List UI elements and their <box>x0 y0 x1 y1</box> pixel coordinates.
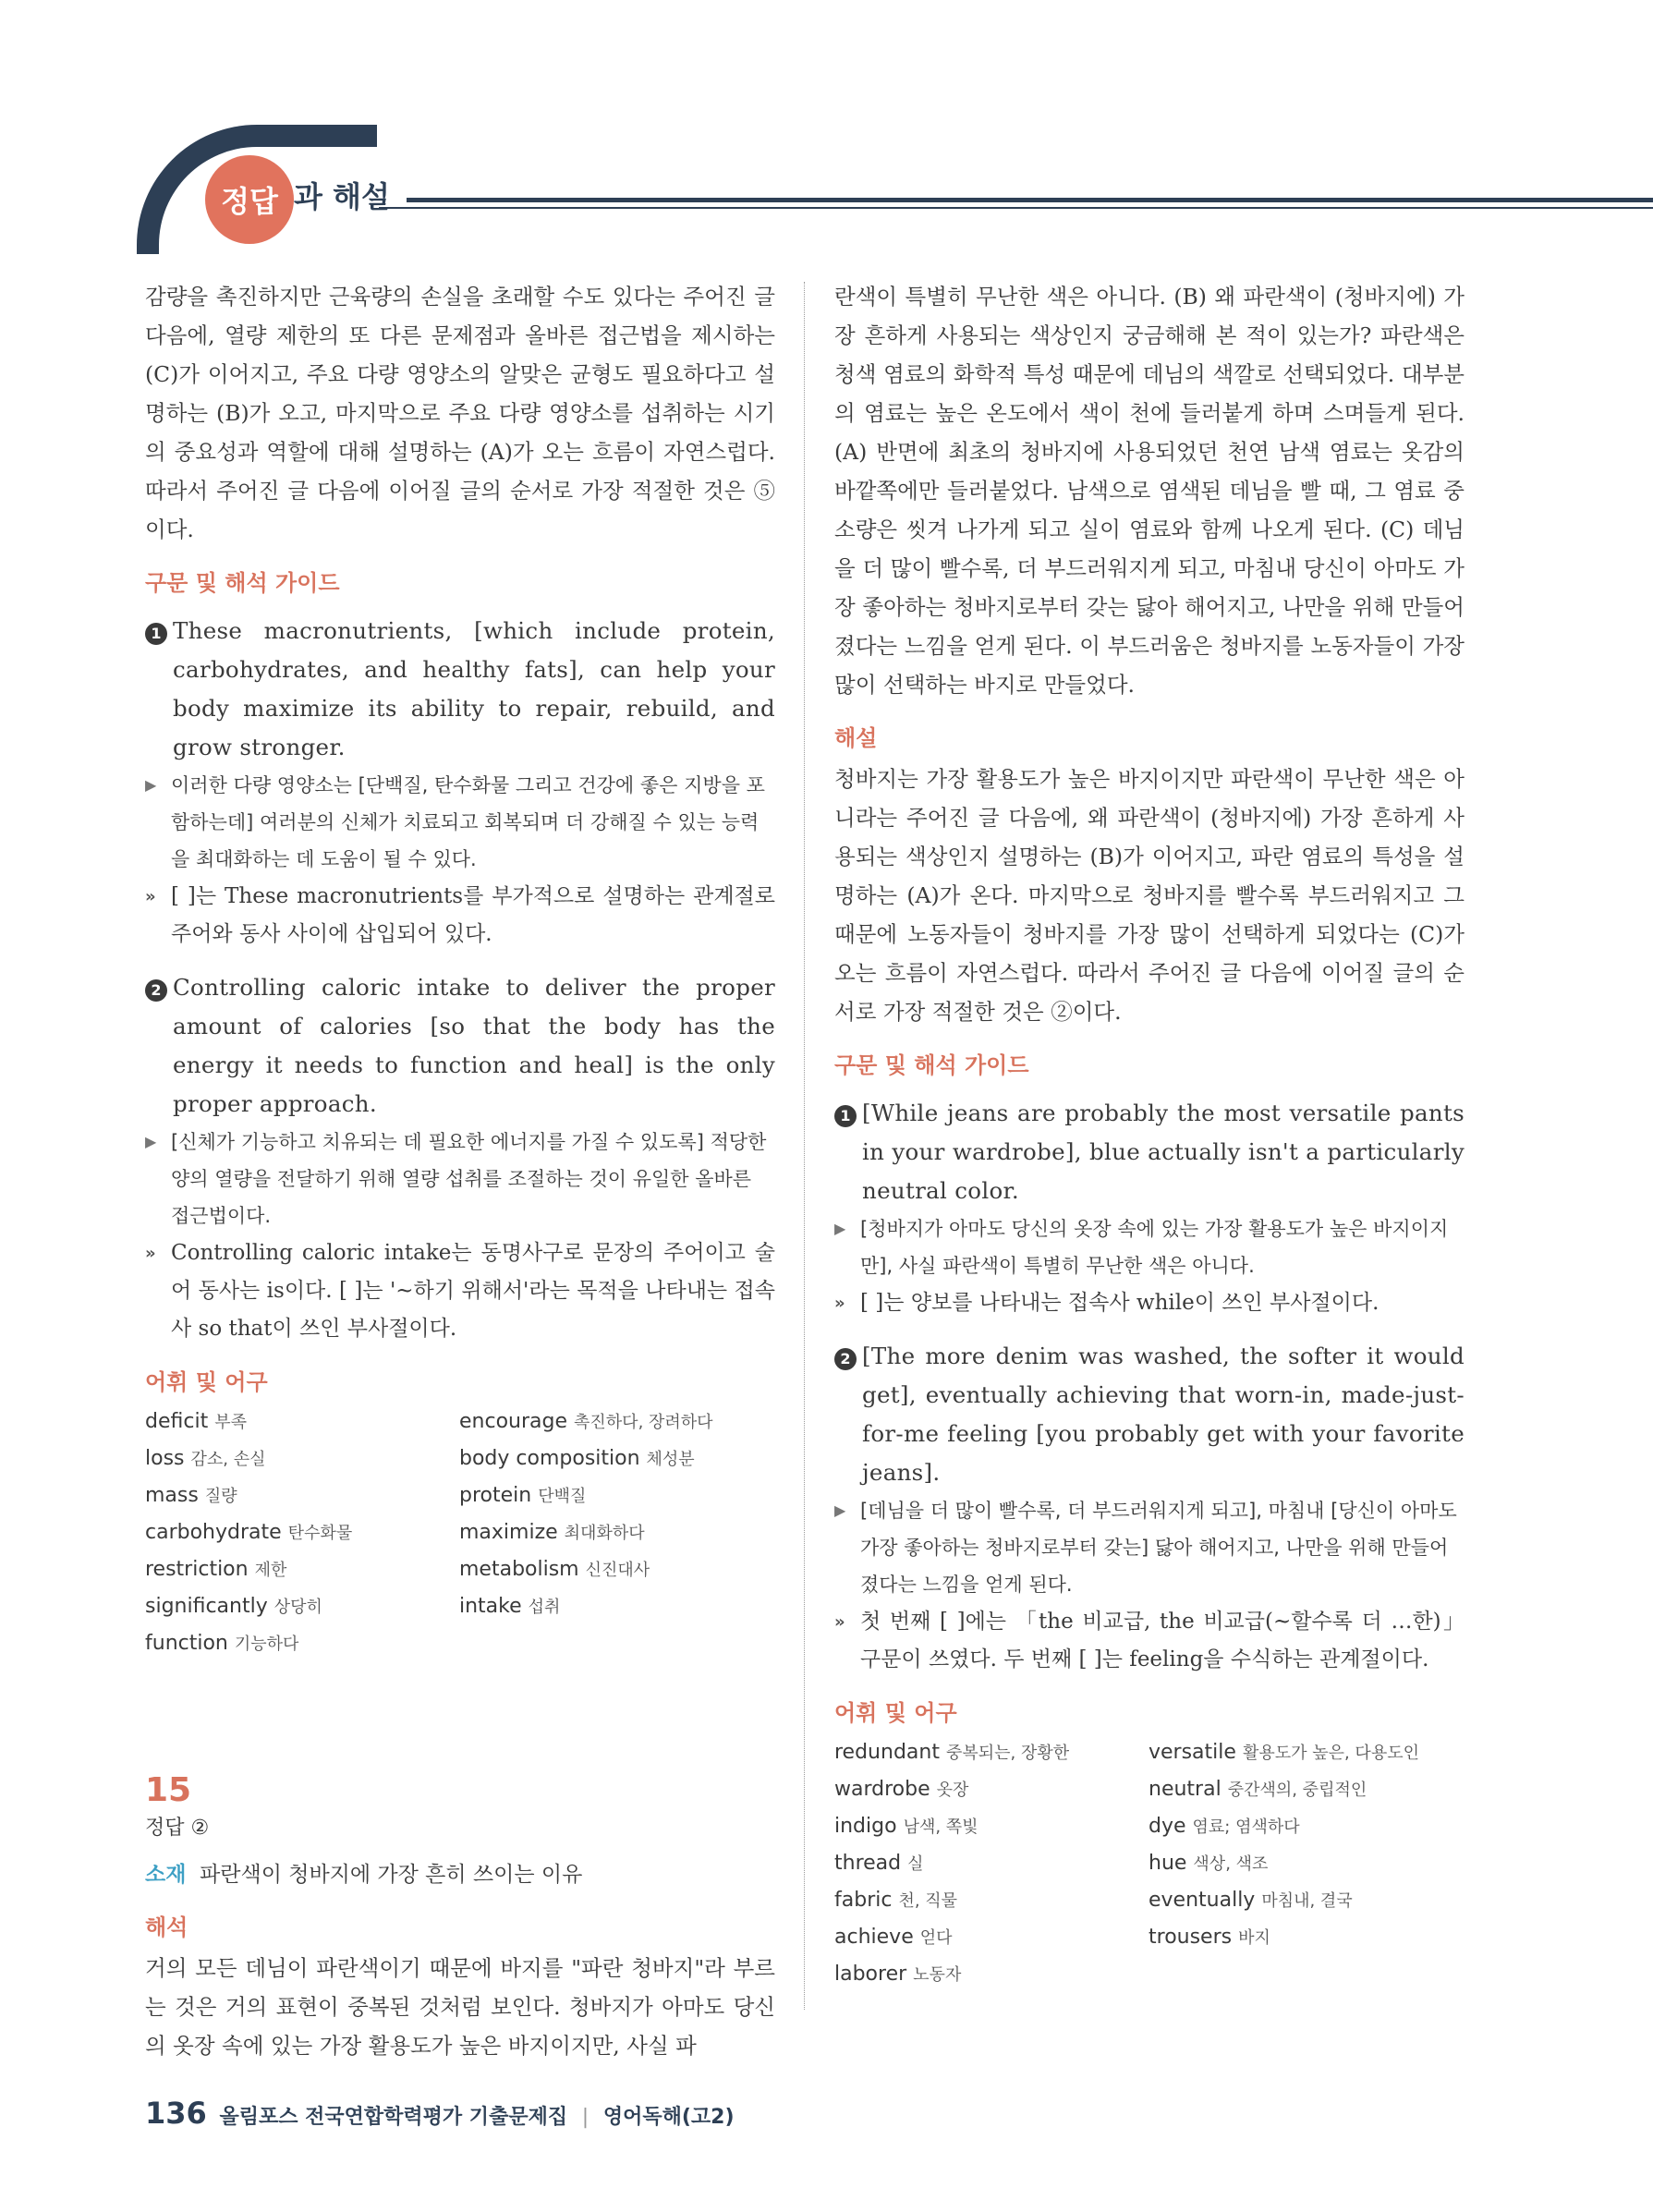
explanation-text: 청바지는 가장 활용도가 높은 바지이지만 파란색이 무난한 색은 아니라는 주어진 글 다음에, 왜 파란색이 (청바지에) 가장 흔하게 사용되는 색상인지 설명하는 (B)가 이어지고, 파란 염료의 특성을 설명하는 (A)가 온다. 마지막으로 청바지를 빨수록 부드러워지고 그 때문에 노동자들이 청바지를 가장 많이 선택하게 되었다는 (C)가 오는 흐름이 자연스럽다. 따라서 주어진 글 다음에 이어질 글의 순서로 가장 적절한 것은 ②이다. <box>834 766 1465 1025</box>
vocab-title: 어휘 및 어구 <box>145 1369 268 1395</box>
vocab-item: intake 섭취 <box>459 1595 561 1618</box>
guide-sentence-2: 2 Controlling caloric intake to deliver the proper amount of calories [so that the body has the energy it needs to function and heal] is the only proper approach. <box>145 968 775 1124</box>
vocab-item: neutral 중간색의, 중립적인 <box>1149 1778 1367 1801</box>
vocab-item: trousers 바지 <box>1149 1926 1270 1949</box>
explanation-title: 해설 <box>834 725 878 751</box>
guide-sentence-1: 1 [While jeans are probably the most versatile pants in your wardrobe], blue actually isn't a particularly neutral color. <box>834 1094 1465 1210</box>
vocab-item: protein 단백질 <box>459 1484 587 1507</box>
guide-note-1: » [ ]는 These macronutrients를 부가적으로 설명하는 관계절로 주어와 동사 사이에 삽입되어 있다. <box>145 878 775 954</box>
vocab-item: carbohydrate 탄수화물 <box>145 1521 353 1544</box>
double-chevron-icon: » <box>834 1294 845 1313</box>
subject: 영어독해(고2) <box>602 2106 735 2129</box>
guide-note-2: » 첫 번째 [ ]에는 「the 비교급, the 비교급(~할수록 더 …한)」 구문이 쓰였다. 두 번째 [ ]는 feeling을 수식하는 관계절이다. <box>834 1603 1465 1679</box>
vocab-item: body composition 체성분 <box>459 1447 695 1470</box>
guide-note-2: » Controlling caloric intake는 동명사구로 문장의 주어이고 술어 동사는 is이다. [ ]는 '~하기 위해서'라는 목적을 나타내는 접속사 so that이 쓰인 부사절이다. <box>145 1234 775 1348</box>
vocab-item: laborer 노동자 <box>834 1963 962 1986</box>
translation-title: 해석 <box>145 1914 188 1940</box>
vocab-item: dye 염료; 염색하다 <box>1149 1815 1300 1838</box>
triangle-icon: ▶ <box>145 1133 157 1150</box>
vocab-item: redundant 중복되는, 장황한 <box>834 1741 1070 1764</box>
page-number: 136 <box>145 2096 207 2131</box>
triangle-icon: ▶ <box>834 1501 846 1519</box>
header-title: 과 해설 <box>294 179 390 214</box>
column-divider <box>804 282 805 2010</box>
triangle-icon: ▶ <box>145 776 157 794</box>
header-rule <box>407 198 1653 202</box>
vocab-item: restriction 제한 <box>145 1558 287 1581</box>
guide-translation-1: ▶ [청바지가 아마도 당신의 옷장 속에 있는 가장 활용도가 높은 바지이지만], 사실 파란색이 특별히 무난한 색은 아니다. <box>834 1210 1465 1284</box>
triangle-icon: ▶ <box>834 1220 846 1237</box>
number-2-icon: 2 <box>145 979 167 1002</box>
guide-title: 구문 및 해석 가이드 <box>145 570 340 596</box>
vocab-item <box>459 1625 773 1662</box>
number-1-icon: 1 <box>145 623 167 645</box>
double-chevron-icon: » <box>834 1612 845 1632</box>
vocab-item: hue 색상, 색조 <box>1149 1852 1269 1875</box>
guide-translation-2: ▶ [데님을 더 많이 빨수록, 더 부드러워지게 되고], 마침내 [당신이 아마도 가장 좋아하는 청바지로부터 갖는] 닳아 해어지고, 나만을 위해 만들어졌다는 느낌을 얻게 된다. <box>834 1492 1465 1603</box>
vocab-item: significantly 상당히 <box>145 1595 322 1618</box>
vocab-item: loss 감소, 손실 <box>145 1447 266 1470</box>
vocab-list <box>145 1404 775 1662</box>
vocab-item: eventually 마침내, 결국 <box>1149 1889 1353 1912</box>
translation-continued: 란색이 특별히 무난한 색은 아니다. (B) 왜 파란색이 (청바지에) 가장 흔하게 사용되는 색상인지 궁금해해 본 적이 있는가? 파란색은 청색 염료의 화학적 특성 때문에 데님의 색깔로 선택되었다. 대부분의 염료는 높은 온도에서 색이 천에 들러붙게 하며 스며들게 된다. (A) 반면에 최초의 청바지에 사용되었던 천연 남색 염료는 옷감의 바깥쪽에만 들러붙었다. 남색으로 염색된 데님을 빨 때, 그 염료 중 소량은 씻겨 나가게 되고 실이 염료와 함께 나오게 된다. (C) 데님을 더 많이 빨수록, 더 부드러워지게 되고, 마침내 당신이 아마도 가장 좋아하는 청바지로부터 갖는 닳아 해어지고, 나만을 위해 만들어졌다는 느낌을 얻게 된다. 이 부드러움은 청바지를 노동자들이 가장 많이 선택하는 바지로 만들었다. <box>834 284 1465 698</box>
vocab-item: fabric 천, 직물 <box>834 1889 958 1912</box>
guide-sentence-1: 1 These macronutrients, [which include protein, carbohydrates, and healthy fats], can help your body maximize its ability to repair, rebuild, and grow stronger. <box>145 612 775 767</box>
intro-text: 감량을 촉진하지만 근육량의 손실을 초래할 수도 있다는 주어진 글 다음에, 열량 제한의 또 다른 문제점과 올바른 접근법을 제시하는 (C)가 이어지고, 주요 다량 영양소의 알맞은 균형도 필요하다고 설명하는 (B)가 오고, 마지막으로 주요 다량 영양소를 섭취하는 시기의 중요성과 역할에 대해 설명하는 (A)가 오는 흐름이 자연스럽다. 따라서 주어진 글 다음에 이어질 글의 순서로 가장 적절한 것은 ⑤이다. <box>145 284 775 542</box>
vocab-item: function 기능하다 <box>145 1632 299 1655</box>
vocab-item <box>1149 1956 1463 1993</box>
vocab-title: 어휘 및 어구 <box>834 1700 957 1726</box>
vocab-item: mass 질량 <box>145 1484 237 1507</box>
vocab-item: thread 실 <box>834 1852 924 1875</box>
double-chevron-icon: » <box>145 1244 156 1263</box>
vocab-item: encourage 촉진하다, 장려하다 <box>459 1410 713 1433</box>
left-column <box>145 277 775 2065</box>
vocab-item: maximize 최대화하다 <box>459 1521 645 1544</box>
double-chevron-icon: » <box>145 887 156 906</box>
question-number: 15 <box>145 1771 192 1809</box>
guide-translation-1: ▶ 이러한 다량 영양소는 [단백질, 탄수화물 그리고 건강에 좋은 지방을 포함하는데] 여러분의 신체가 치료되고 회복되며 더 강해질 수 있는 능력을 최대화하는 데 도움이 될 수 있다. <box>145 767 775 878</box>
guide-translation-2: ▶ [신체가 기능하고 치유되는 데 필요한 에너지를 가질 수 있도록] 적당한 양의 열량을 전달하기 위해 열량 섭취를 조절하는 것이 유일한 올바른 접근법이다. <box>145 1124 775 1234</box>
vocab-item: achieve 얻다 <box>834 1926 953 1949</box>
number-1-icon: 1 <box>834 1105 857 1127</box>
vocab-item: metabolism 신진대사 <box>459 1558 650 1581</box>
topic: 소재 파란색이 청바지에 가장 흔히 쓰이는 이유 <box>145 1863 583 1887</box>
book-title: 올림포스 전국연합학력평가 기출문제집 <box>219 2106 568 2129</box>
vocab-item: versatile 활용도가 높은, 다용도인 <box>1149 1741 1419 1764</box>
guide-sentence-2: 2 [The more denim was washed, the softer it would get], eventually achieving that worn-in, made-just-for-me feeling [you probably get with your favorite jeans]. <box>834 1337 1465 1492</box>
guide-note-1: » [ ]는 양보를 나타내는 접속사 while이 쓰인 부사절이다. <box>834 1284 1465 1322</box>
page-footer: 136 올림포스 전국연합학력평가 기출문제집 | 영어독해(고2) <box>145 2096 735 2131</box>
vocab-item: deficit 부족 <box>145 1410 247 1433</box>
guide-title: 구문 및 해석 가이드 <box>834 1052 1029 1078</box>
number-2-icon: 2 <box>834 1348 857 1370</box>
answer: 정답 ② <box>145 1817 210 1840</box>
header-badge: 정답 <box>205 155 294 244</box>
header-rule-thin <box>379 207 1653 209</box>
vocab-list <box>834 1734 1465 1993</box>
right-column <box>834 277 1465 1993</box>
vocab-item: wardrobe 옷장 <box>834 1778 969 1801</box>
translation-text: 거의 모든 데님이 파란색이기 때문에 바지를 "파란 청바지"라 부르는 것은 거의 표현이 중복된 것처럼 보인다. 청바지가 아마도 당신의 옷장 속에 있는 가장 활용도가 높은 바지이지만, 사실 파 <box>145 1955 775 2059</box>
vocab-item: indigo 남색, 쪽빛 <box>834 1815 978 1838</box>
